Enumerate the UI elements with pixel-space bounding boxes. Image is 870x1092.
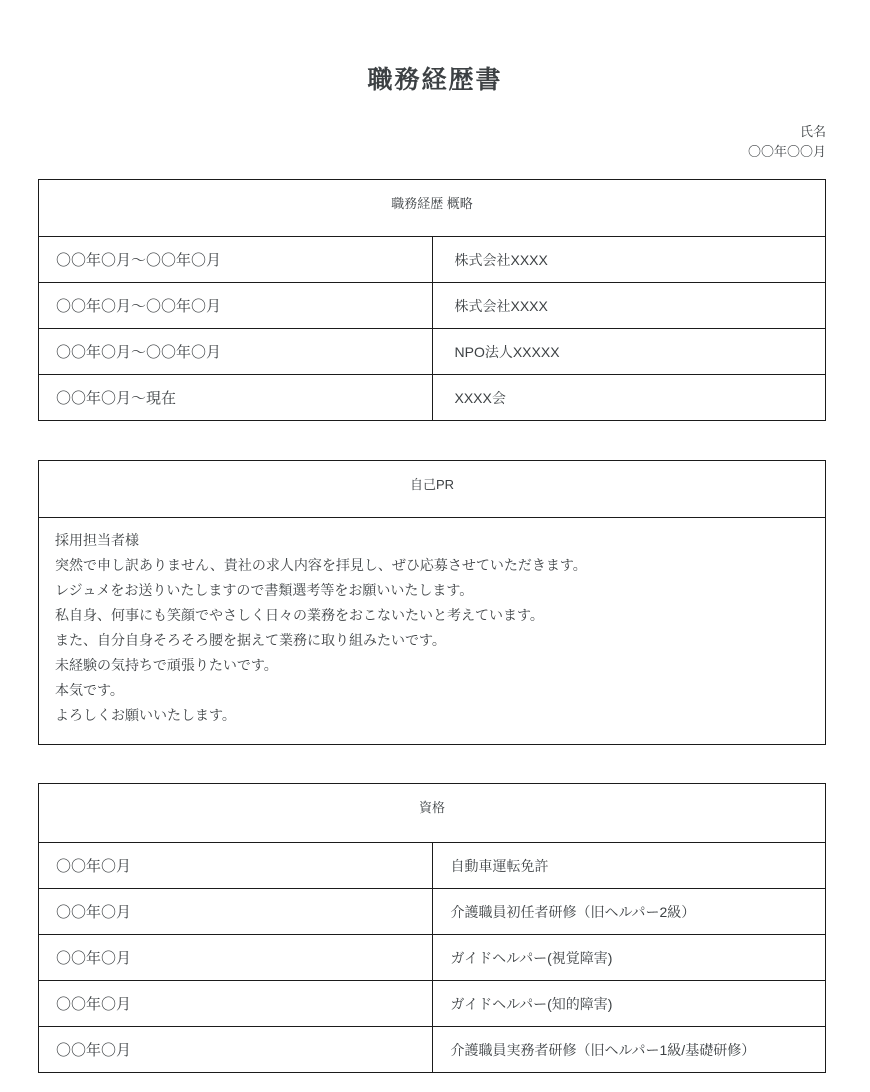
career-summary-header-row — [39, 180, 826, 237]
self-pr-line: 採用担当者様 — [55, 532, 139, 548]
career-summary-header: 職務経歴 概略 — [39, 180, 826, 237]
career-period: 〇〇年〇月～〇〇年〇月 — [39, 283, 433, 329]
self-pr-header-row — [39, 461, 826, 518]
self-pr-line: レジュメをお送りいたしますので書類選考等をお願いいたします。 — [55, 582, 474, 598]
table-row — [39, 889, 826, 935]
qualification-date: 〇〇年〇月 — [39, 935, 433, 981]
name-block — [0, 122, 826, 162]
qualification-date: 〇〇年〇月 — [39, 889, 433, 935]
qualifications-header: 資格 — [39, 784, 826, 843]
career-period: 〇〇年〇月～〇〇年〇月 — [39, 329, 433, 375]
qualification-date: 〇〇年〇月 — [39, 843, 433, 889]
self-pr-body-row — [39, 518, 826, 745]
table-row — [39, 237, 826, 283]
career-period: 〇〇年〇月～〇〇年〇月 — [39, 237, 433, 283]
self-pr-line: 本気です。 — [55, 682, 124, 698]
self-pr-line: 突然で申し訳ありません、貴社の求人内容を拝見し、ぜひ応募させていただきます。 — [55, 557, 587, 573]
qualification-name: 自動車運転免許 — [432, 843, 826, 889]
self-pr-body — [39, 518, 826, 745]
self-pr-header: 自己PR — [39, 461, 826, 518]
name-label: 氏名 — [799, 124, 826, 139]
qualification-name: ガイドヘルパー(視覚障害) — [432, 935, 826, 981]
table-row — [39, 283, 826, 329]
self-pr-line: よろしくお願いいたします。 — [55, 707, 236, 723]
self-pr-line: 未経験の気持ちで頑張りたいです。 — [55, 657, 278, 673]
qualification-name: 介護職員初任者研修（旧ヘルパー2級） — [432, 889, 826, 935]
career-org: 株式会社XXXX — [432, 283, 826, 329]
qualification-date: 〇〇年〇月 — [39, 1027, 433, 1073]
table-row — [39, 843, 826, 889]
qualification-name: 介護職員実務者研修（旧ヘルパー1級/基礎研修） — [432, 1027, 826, 1073]
qualifications-header-row — [39, 784, 826, 843]
career-summary-table — [38, 179, 826, 421]
qualification-date: 〇〇年〇月 — [39, 981, 433, 1027]
table-row — [39, 375, 826, 421]
table-row — [39, 981, 826, 1027]
table-row — [39, 935, 826, 981]
self-pr-line: また、自分自身そろそろ腰を据えて業務に取り組みたいです。 — [55, 632, 446, 648]
qualification-name: ガイドヘルパー(知的障害) — [432, 981, 826, 1027]
career-org: NPO法人XXXXX — [432, 329, 826, 375]
self-pr-table — [38, 460, 826, 745]
date-value: 〇〇年〇〇月 — [747, 144, 826, 159]
page-title: 職務経歴書 — [367, 66, 503, 94]
career-period: 〇〇年〇月～現在 — [39, 375, 433, 421]
qualifications-table — [38, 783, 826, 1073]
career-org: 株式会社XXXX — [432, 237, 826, 283]
self-pr-line: 私自身、何事にも笑顔でやさしく日々の業務をおこないたいと考えています。 — [55, 607, 544, 623]
career-org: XXXX会 — [432, 375, 826, 421]
table-row — [39, 329, 826, 375]
table-row — [39, 1027, 826, 1073]
